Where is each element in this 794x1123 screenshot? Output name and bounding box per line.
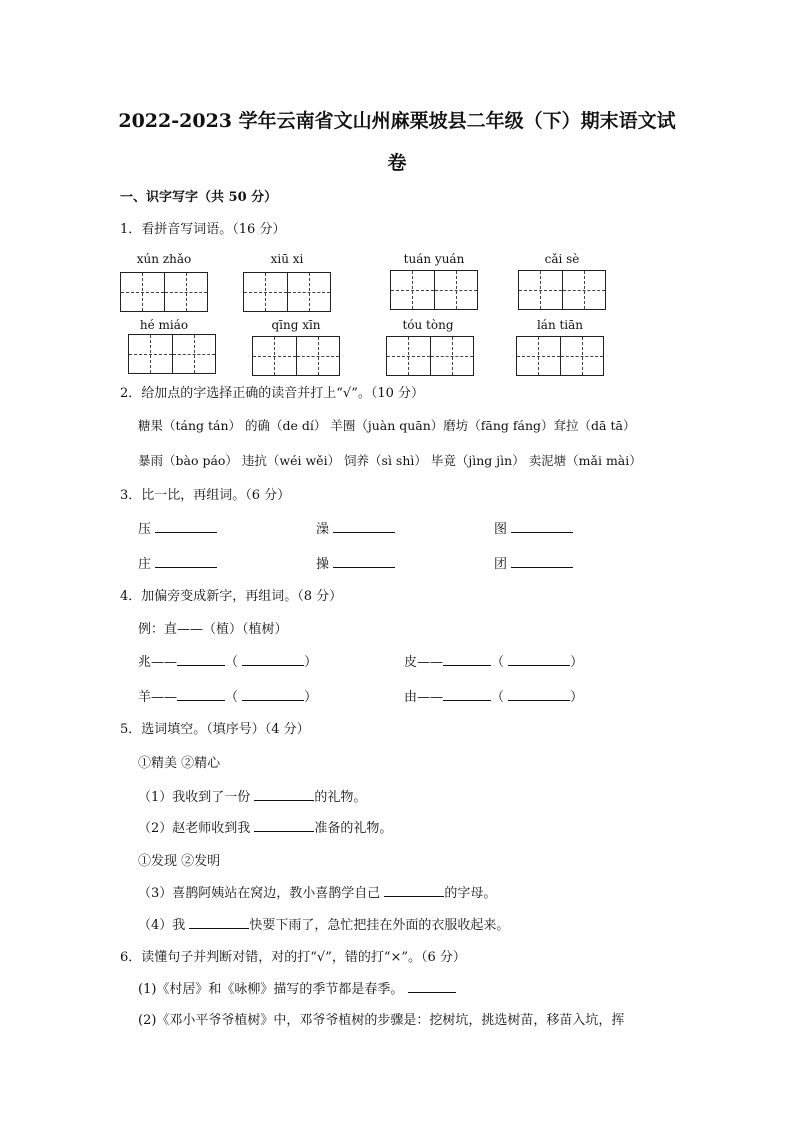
answer-blank[interactable] [189,916,249,929]
q1-stem: 1．看拼音写词语。（16 分） [120,222,286,237]
answer-blank[interactable] [242,653,304,666]
pinyin-label: xiū xi [270,252,304,266]
answer-blank[interactable] [333,520,395,533]
writing-grid[interactable] [390,270,478,310]
char: 压 [138,522,152,537]
answer-blank[interactable] [177,688,225,701]
answer-blank[interactable] [511,555,573,568]
q4-stem: 4．加偏旁变成新字，再组词。（8 分） [120,589,343,604]
answer-blank[interactable] [333,555,395,568]
radical-item: 羊—— （ ） [138,690,318,705]
answer-blank[interactable] [242,688,304,701]
answer-blank[interactable] [254,819,314,832]
compare-item [138,518,217,537]
q6-stem: 6．读懂句子并判断对错，对的打“√”，错的打“×”。（6 分） [120,950,466,965]
char: 澡 [316,522,330,537]
q5-sentence-1: （1）我收到了一份 的礼物。 [138,790,367,805]
char: 操 [316,557,330,572]
answer-blank[interactable] [408,980,456,993]
compare-item [316,518,395,537]
writing-grid[interactable] [252,336,340,376]
pinyin-label: cǎi sè [544,252,580,266]
pinyin-label: tóu tòng [402,318,454,332]
compare-item [494,518,573,537]
answer-blank[interactable] [384,884,444,897]
pinyin-label: xún zhǎo [136,252,192,266]
page-title-line2: 卷 [387,152,407,174]
answer-blank[interactable] [254,788,314,801]
writing-grid[interactable] [128,334,216,374]
compare-item [494,553,573,572]
answer-blank[interactable] [508,653,570,666]
q2-line2: 暴雨（bào páo） 违抗（wéi wěi） 饲养（sì shì） 毕竟（jìng jìn） 卖泥塘（mǎi mài） [138,453,642,468]
q6-sentence-1: (1)《村居》和《咏柳》描写的季节都是春季。 [138,978,456,997]
pinyin-label: hé miáo [139,318,189,332]
pinyin-label: tuán yuán [403,252,465,266]
pinyin-label: qīng xīn [271,318,321,332]
q2-line1: 糖果（táng tán） 的确（de dí） 羊圈（juàn quān）磨坊（fāng fáng）耷拉（dā tā） [138,418,636,433]
answer-blank[interactable] [443,653,491,666]
q5-sentence-2: （2）赵老师收到我 准备的礼物。 [138,821,393,836]
answer-blank[interactable] [155,555,217,568]
q2-stem: 2．给加点的字选择正确的读音并打上“√”。（10 分） [120,386,425,401]
char: 图 [494,522,508,537]
q3-stem: 3．比一比，再组词。（6 分） [120,488,291,503]
answer-blank[interactable] [155,520,217,533]
q5-options-1: ①精美 ②精心 [138,756,221,771]
writing-grid[interactable] [386,336,474,376]
writing-grid[interactable] [120,272,208,312]
char: 团 [494,557,508,572]
q5-stem: 5．选词填空。（填序号）（4 分） [120,722,310,737]
q5-sentence-3: （3）喜鹊阿姨站在窝边，教小喜鹊学自己 的字母。 [138,886,497,901]
answer-blank[interactable] [508,688,570,701]
char: 庄 [138,557,152,572]
compare-item [138,553,217,572]
q4-example: 例：直——（植）（植树） [138,622,288,637]
pinyin-label: lán tiān [536,318,584,332]
writing-grid[interactable] [516,336,604,376]
q5-sentence-4: （4）我 快要下雨了，急忙把挂在外面的衣服收起来。 [138,918,510,933]
radical-item: 由—— （ ） [404,690,584,705]
answer-blank[interactable] [443,688,491,701]
writing-grid[interactable] [518,270,606,310]
compare-item [316,553,395,572]
radical-item: 兆—— （ ） [138,655,318,670]
answer-blank[interactable] [177,653,225,666]
q6-sentence-2: (2)《邓小平爷爷植树》中，邓爷爷植树的步骤是：挖树坑，挑选树苗，移苗入坑，挥 [138,1013,625,1028]
page-title-line1: 2022-2023 学年云南省文山州麻栗坡县二年级（下）期末语文试 [118,110,676,132]
section-heading: 一、识字写字（共 50 分） [120,190,278,205]
answer-blank[interactable] [511,520,573,533]
radical-item: 皮—— （ ） [404,655,584,670]
q5-options-2: ①发现 ②发明 [138,854,221,869]
writing-grid[interactable] [243,272,331,312]
